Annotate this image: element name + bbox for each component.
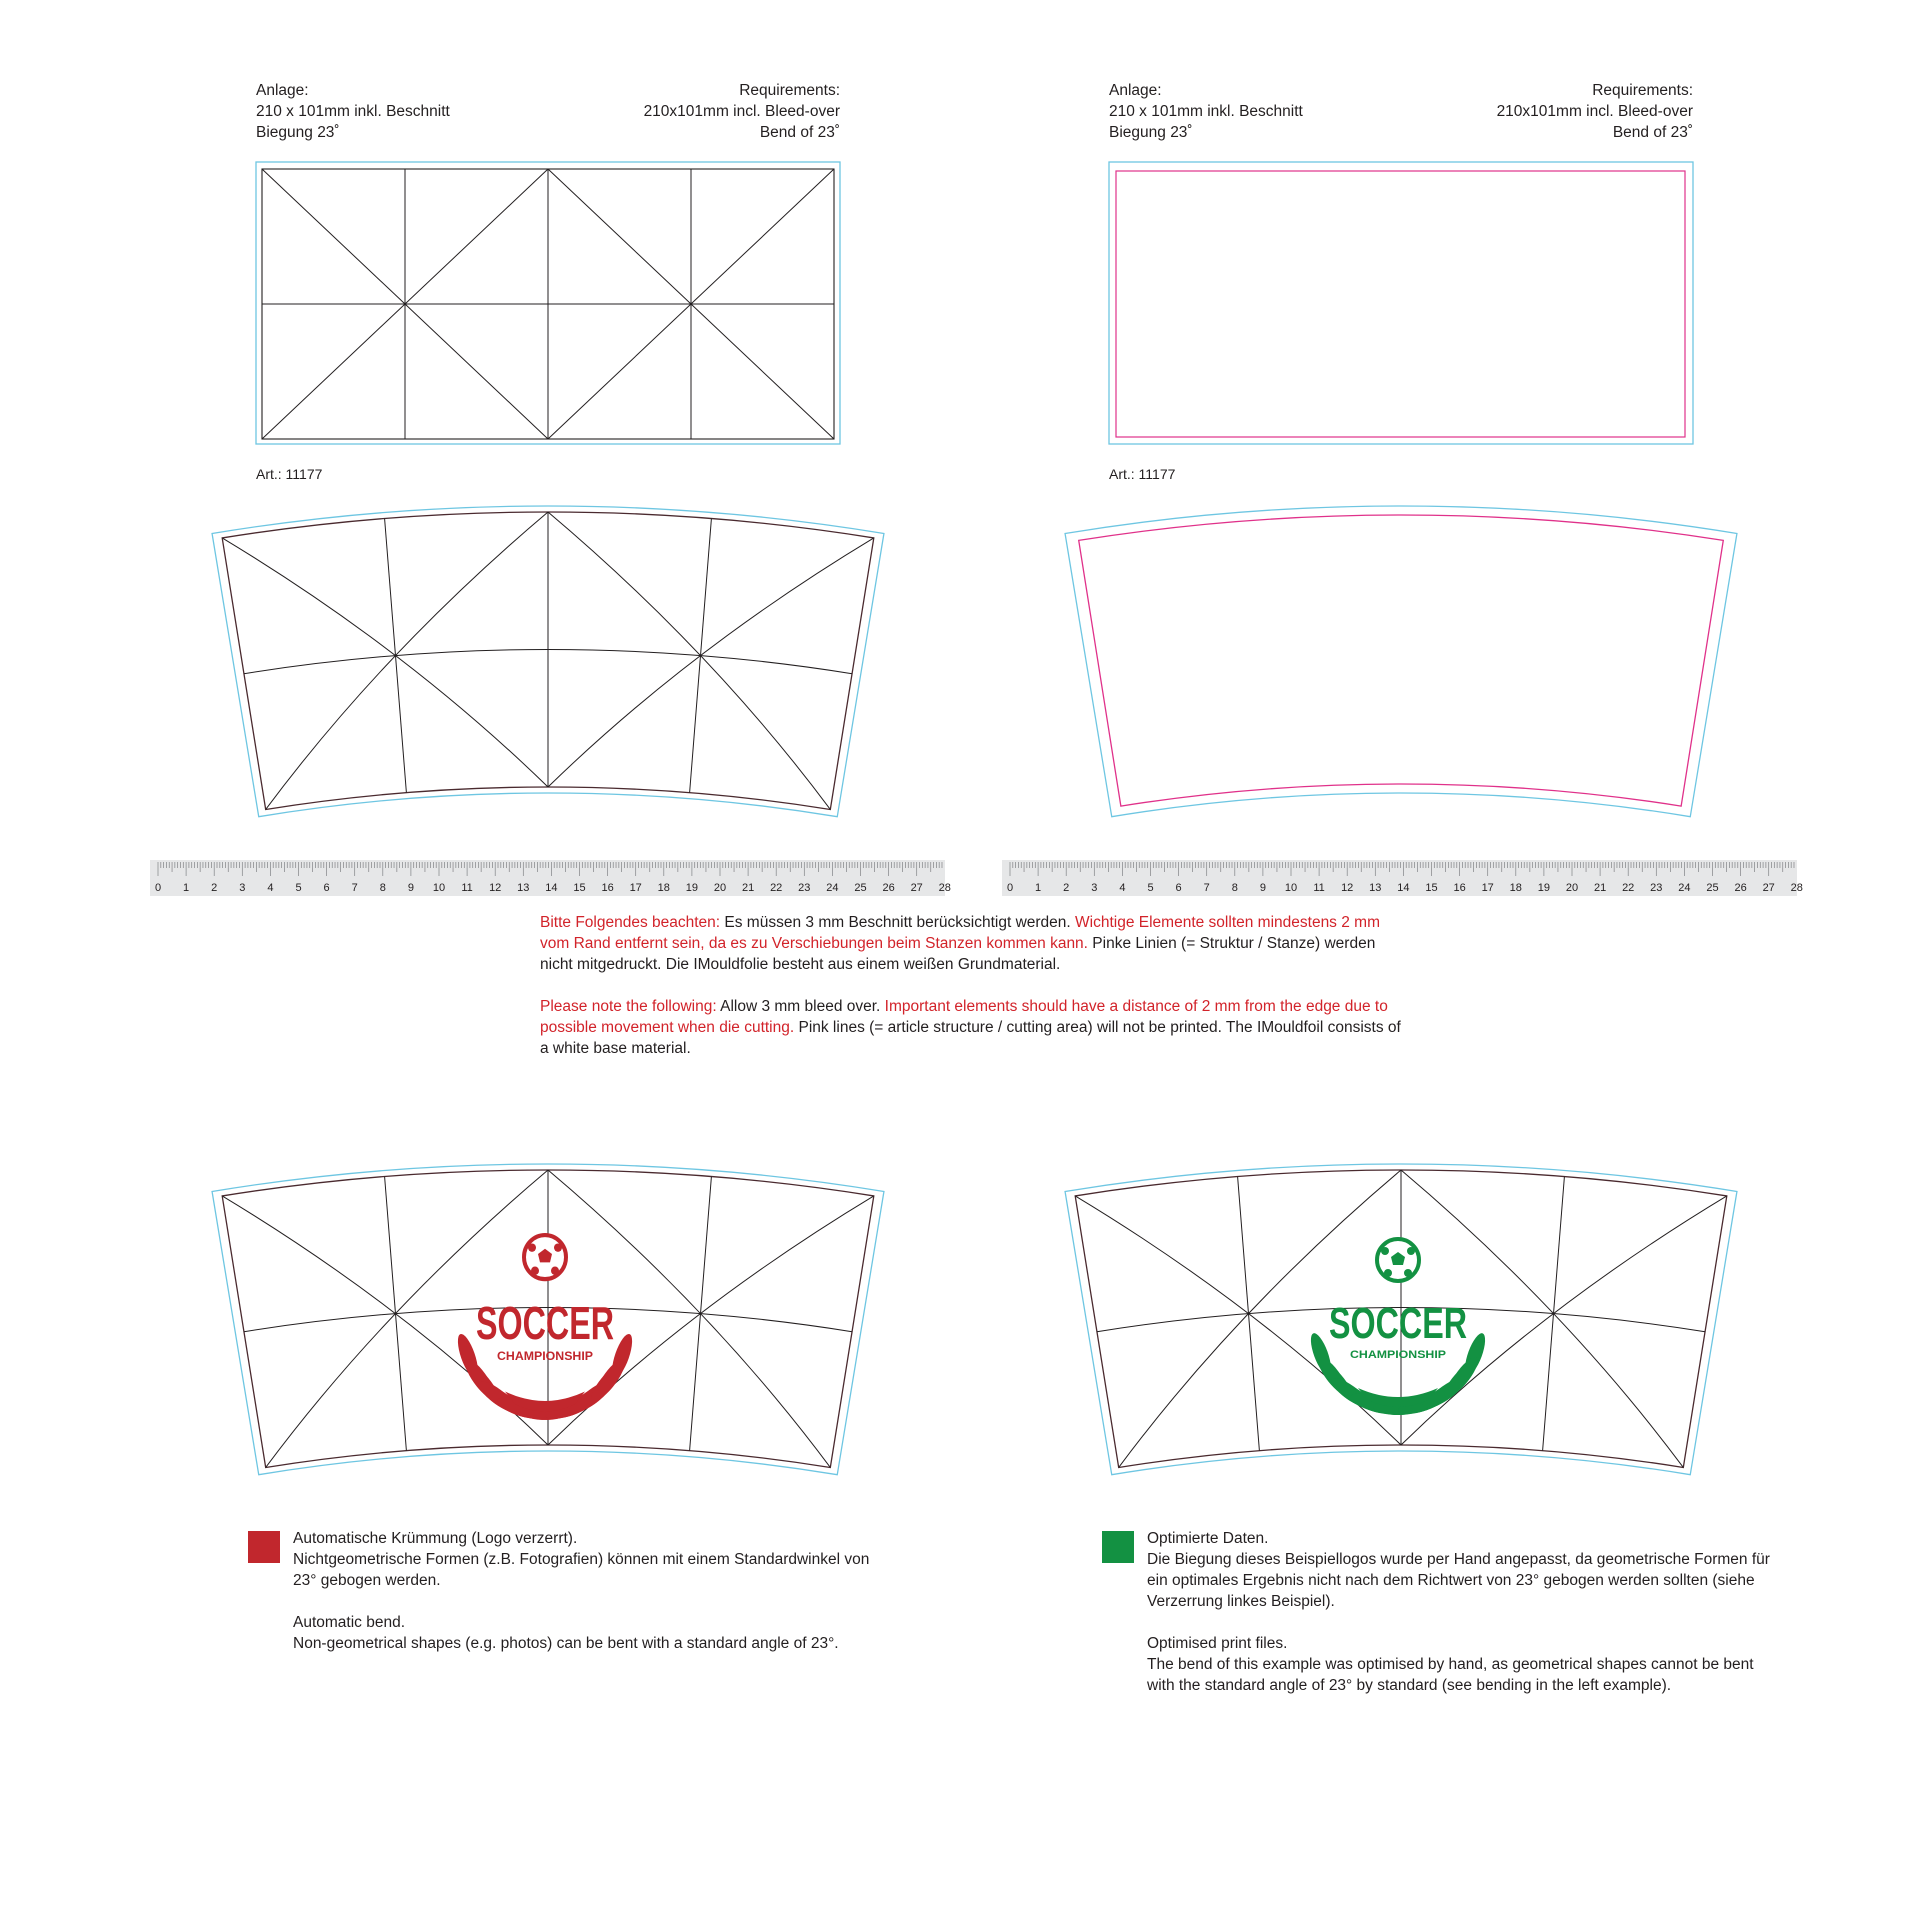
notice-en-text2: Pink lines (= article structure / cutting area) will not be printed. The IMouldfoil consists of a white base material.: [540, 1019, 1401, 1057]
ruler-left: [150, 860, 951, 896]
requirements-label: Requirements:: [1592, 82, 1693, 99]
caption-optimised-data: [1147, 1528, 1777, 1717]
ruler-label: 9: [1259, 882, 1266, 894]
logo-emblem: [454, 1235, 636, 1423]
ruler-label: 0: [1006, 882, 1014, 894]
ruler-label: 25: [854, 882, 867, 894]
caption-left-de-title: Automatische Krümmung (Logo verzerrt).: [293, 1530, 578, 1547]
notice-en-warning: Important elements should have a distance of 2 mm from the edge due to possible movement when die cutting.: [540, 998, 1388, 1036]
logo-subtitle: CHAMPIONSHIP: [497, 1350, 594, 1364]
caption-right-de: [1147, 1528, 1777, 1612]
ruler-label: 2: [1063, 882, 1070, 894]
caption-left-en-body: Non-geometrical shapes (e.g. photos) can be bent with a standard angle of 23°.: [293, 1635, 839, 1652]
ruler-label: 11: [461, 882, 473, 894]
requirements-block-left: [560, 80, 840, 143]
ruler-label: 18: [1509, 882, 1522, 894]
notice-de-text2: Pinke Linien (= Struktur / Stanze) werden nicht mitgedruckt. Die IMouldfolie besteht aus einem weißen Grundmaterial.: [540, 935, 1376, 973]
ruler-label: 25: [1706, 882, 1719, 894]
anlage-label: Anlage:: [256, 82, 309, 99]
logo-subtitle: CHAMPIONSHIP: [1350, 1349, 1446, 1361]
caption-left-en: [293, 1612, 893, 1654]
requirements-size: 210x101mm incl. Bleed-over: [1496, 103, 1693, 120]
anlage-size: 210 x 101mm inkl. Beschnitt: [256, 103, 450, 120]
soccer-logo-optimised: [1307, 1239, 1489, 1418]
green-color-swatch: [1102, 1531, 1134, 1563]
ruler-label: 20: [713, 882, 727, 894]
notice-en-lead: Please note the following:: [540, 998, 717, 1015]
logo-emblem: [1307, 1239, 1489, 1418]
ruler-label: 16: [601, 882, 614, 894]
notice-de-text1: Es müssen 3 mm Beschnitt berücksichtigt werden.: [720, 914, 1076, 931]
ruler-label: 22: [1622, 882, 1635, 894]
ruler-label: 6: [323, 882, 330, 894]
caption-left-en-title: Automatic bend.: [293, 1614, 406, 1631]
ruler-label: 13: [517, 882, 530, 894]
ruler-label: 8: [379, 882, 386, 894]
soccer-ball-patch: [531, 1267, 539, 1275]
ruler-label: 23: [1650, 882, 1663, 894]
soccer-ball-patch: [1407, 1247, 1415, 1255]
caption-left-de: [293, 1528, 893, 1591]
ruler-label: 26: [882, 882, 895, 894]
diagonal-curve: [548, 538, 874, 787]
ruler-label: 21: [741, 882, 755, 894]
notice-de-warning: Wichtige Elemente sollten mindestens 2 mm vom Rand entfernt sein, da es zu Verschiebungen beim Stanzen kommen kann.: [540, 914, 1380, 952]
soccer-ball-patch: [1404, 1269, 1412, 1277]
ruler-label: 7: [351, 882, 358, 894]
ruler-label: 27: [1762, 882, 1775, 894]
ruler-label: 22: [770, 882, 783, 894]
ruler-label: 9: [407, 882, 414, 894]
caption-left-de-body: Nichtgeometrische Formen (z.B. Fotografien) können mit einem Standardwinkel von 23° gebogen werden.: [293, 1551, 870, 1589]
ruler-label: 19: [1537, 882, 1551, 894]
caption-right-en-body: The bend of this example was optimised by hand, as geometrical shapes cannot be bent with the standard angle of 23° by standard (see bending in the left example).: [1147, 1656, 1754, 1694]
curved-template-grid: [212, 506, 884, 817]
logo-wordmark: SOCCER: [1329, 1299, 1467, 1348]
notice-english: [540, 996, 1410, 1059]
flat-template-grid: [256, 162, 840, 444]
ruler-label: 13: [1369, 882, 1382, 894]
logo-wordmark: SOCCER: [476, 1297, 614, 1350]
anlage-bend: Biegung 23˚: [256, 124, 340, 141]
article-number-left: Art.: 11177: [256, 466, 323, 482]
laurel-leaf-icon: [587, 1361, 626, 1406]
ruler-label: 2: [211, 882, 218, 894]
ruler-label: 23: [798, 882, 811, 894]
flat-template-cut: [1109, 162, 1693, 444]
ruler-label: 6: [1175, 882, 1182, 894]
ruler-label: 15: [573, 882, 586, 894]
caption-automatic-bend: [293, 1528, 893, 1675]
ruler-label: 27: [910, 882, 923, 894]
ruler-label: 14: [1397, 882, 1410, 894]
ruler-label: 1: [183, 882, 190, 894]
soccer-ball-patch: [1381, 1247, 1389, 1255]
diagonal-curve: [548, 512, 830, 809]
ruler-label: 17: [1481, 882, 1494, 894]
ruler-label: 5: [1147, 882, 1154, 894]
ruler-label: 1: [1035, 882, 1042, 894]
ruler-label: 4: [267, 882, 274, 894]
diagonal-curve: [266, 512, 548, 809]
soccer-ball-patch: [1384, 1269, 1392, 1277]
print-notice: [540, 912, 1410, 1080]
caption-right-en: [1147, 1633, 1777, 1696]
requirements-size: 210x101mm incl. Bleed-over: [643, 103, 840, 120]
ruler-label: 10: [432, 882, 446, 894]
ruler-label: 3: [239, 882, 246, 894]
ruler-label: 10: [1284, 882, 1298, 894]
curved-template-cut: [1065, 506, 1737, 817]
caption-right-de-body: Die Biegung dieses Beispiellogos wurde per Hand angepasst, da geometrische Formen für ein optimales Ergebnis nicht nach dem Richtwert von 23° gebogen werden sollten (siehe Verzerrung linkes Beispiel).: [1147, 1551, 1770, 1610]
anlage-size: 210 x 101mm inkl. Beschnitt: [1109, 103, 1303, 120]
soccer-ball-patch: [551, 1267, 559, 1275]
ruler-label: 21: [1593, 882, 1607, 894]
notice-german: [540, 912, 1410, 975]
anlage-label: Anlage:: [1109, 82, 1162, 99]
ruler-label: 26: [1734, 882, 1747, 894]
ruler-label: 24: [1678, 882, 1691, 894]
soccer-ball-patch: [528, 1243, 536, 1251]
ruler-label: 18: [657, 882, 670, 894]
ruler-label: 15: [1425, 882, 1438, 894]
ruler-label: 14: [545, 882, 558, 894]
caption-right-de-title: Optimierte Daten.: [1147, 1530, 1269, 1547]
ruler-label: 28: [938, 882, 951, 894]
red-color-swatch: [248, 1531, 280, 1563]
caption-right-en-title: Optimised print files.: [1147, 1635, 1288, 1652]
anlage-block-left: [256, 80, 450, 143]
ruler-label: 5: [295, 882, 302, 894]
laurel-leaf-icon: [1440, 1359, 1479, 1401]
requirements-bend: Bend of 23˚: [1612, 124, 1693, 141]
ruler-label: 12: [489, 882, 502, 894]
ruler-label: 28: [1790, 882, 1803, 894]
requirements-bend: Bend of 23˚: [759, 124, 840, 141]
diagonal-curve: [222, 538, 548, 787]
ruler-label: 17: [629, 882, 642, 894]
requirements-label: Requirements:: [739, 82, 840, 99]
ruler-label: 8: [1231, 882, 1238, 894]
ruler-label: 24: [826, 882, 839, 894]
ruler-label: 11: [1313, 882, 1325, 894]
anlage-bend: Biegung 23˚: [1109, 124, 1193, 141]
cut-outline: [1079, 515, 1724, 806]
ruler-label: 19: [685, 882, 699, 894]
anlage-block-right: [1109, 80, 1303, 143]
soccer-logo-distorted: [454, 1235, 636, 1423]
ruler-label: 3: [1091, 882, 1098, 894]
ruler-label: 20: [1565, 882, 1579, 894]
ruler-label: 4: [1119, 882, 1126, 894]
requirements-block-right: [1413, 80, 1693, 143]
ruler-right: [1002, 860, 1803, 896]
ruler-label: 0: [154, 882, 162, 894]
bleed-outline: [1065, 506, 1737, 817]
ruler-label: 16: [1453, 882, 1466, 894]
ruler-label: 7: [1203, 882, 1210, 894]
notice-en-text1: Allow 3 mm bleed over.: [716, 998, 885, 1015]
ruler-label: 12: [1341, 882, 1354, 894]
article-number-right: Art.: 11177: [1109, 466, 1176, 482]
soccer-ball-patch: [554, 1243, 562, 1251]
notice-de-lead: Bitte Folgendes beachten:: [540, 914, 721, 931]
